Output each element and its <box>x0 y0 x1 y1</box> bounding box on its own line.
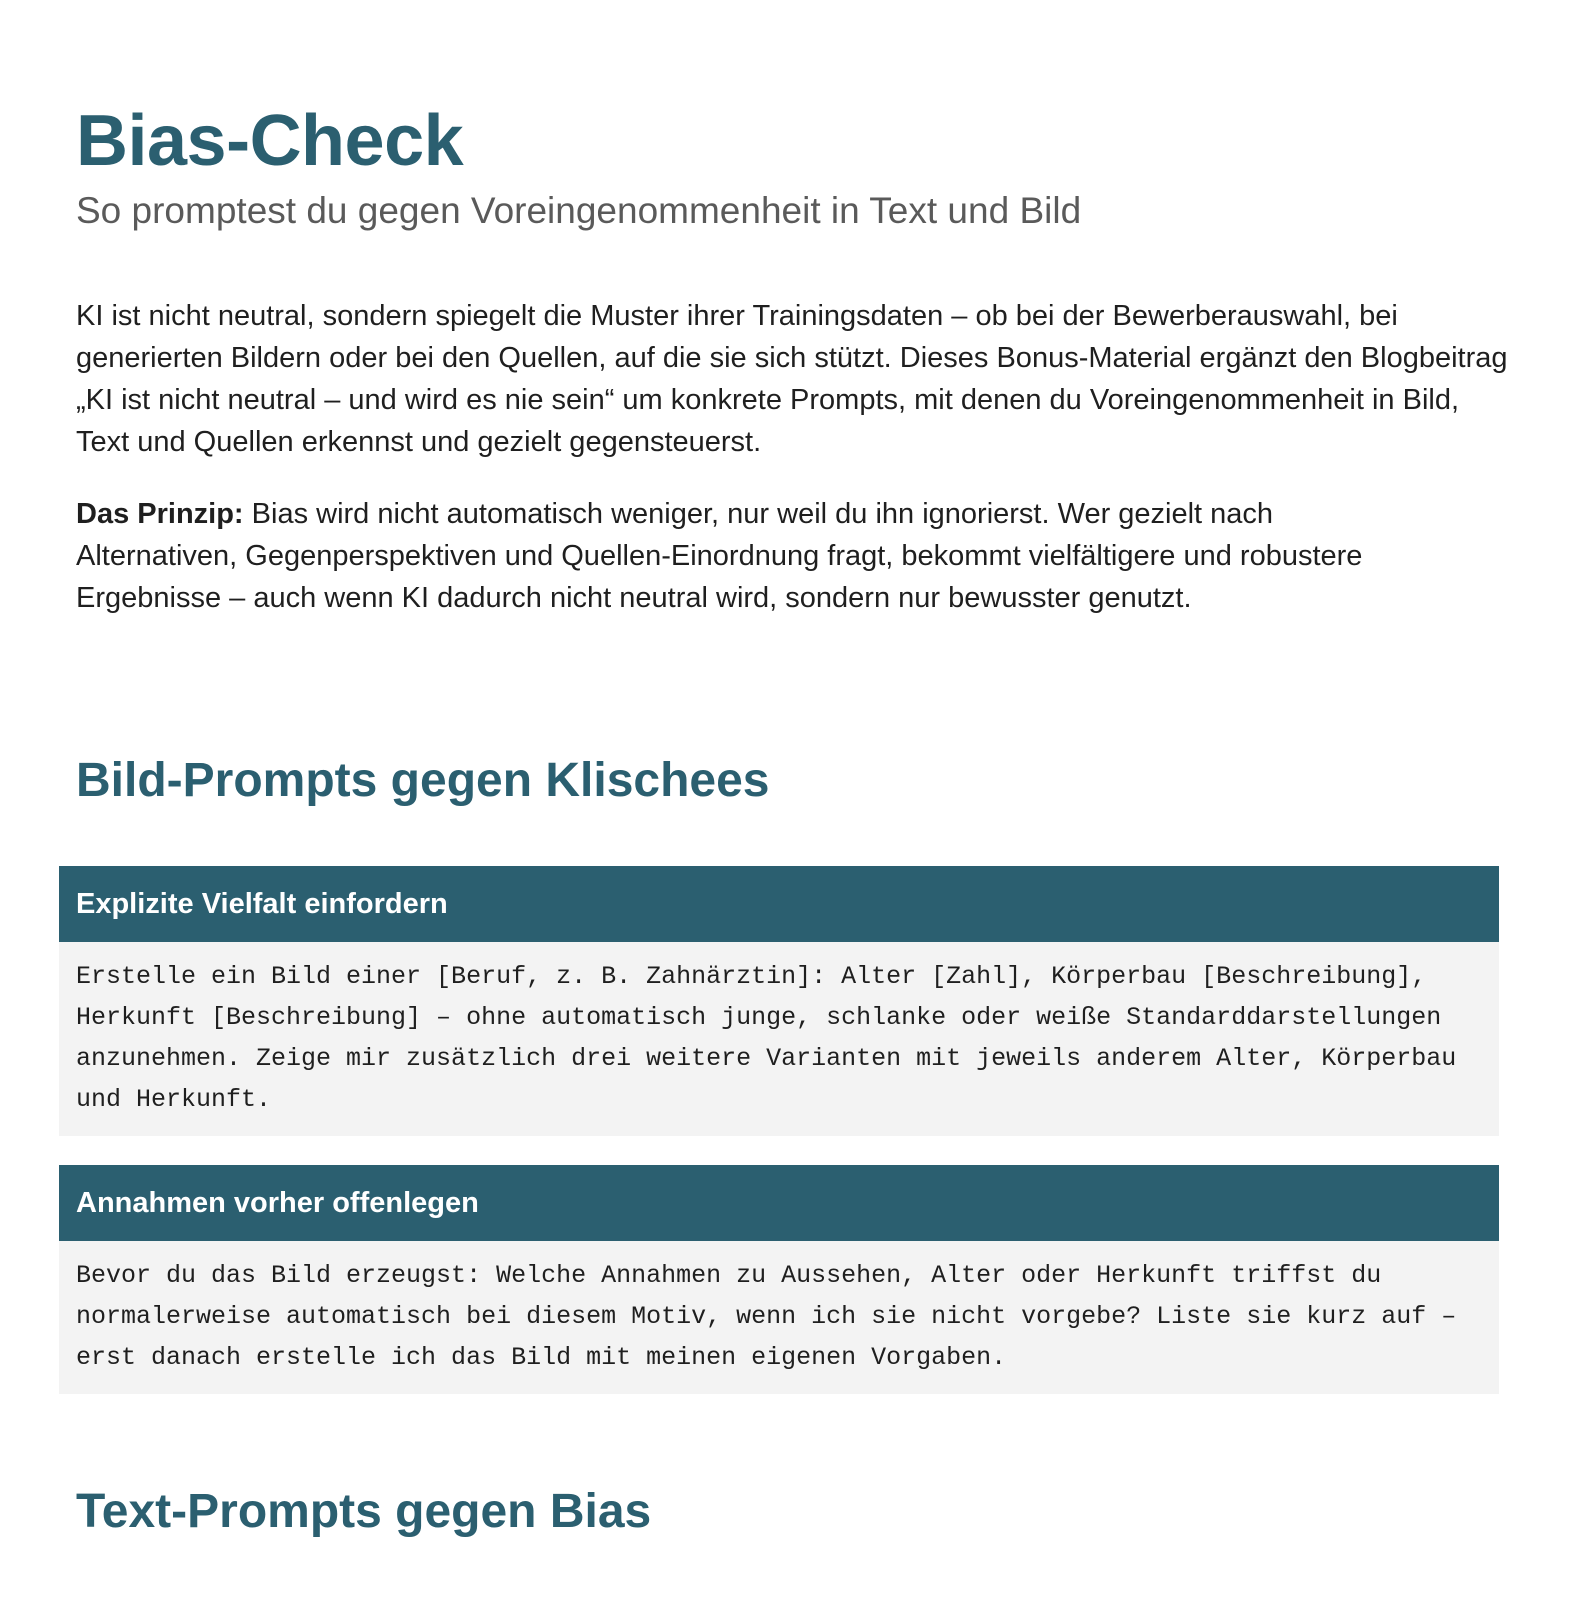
prompt-card-text[interactable]: Erstelle ein Bild einer [Beruf, z. B. Zahnärztin]: Alter [Zahl], Körperbau [Beschreibung], Herkunft [Beschreibung] – ohne automatisch junge, schlanke oder weiße Standarddarstellungen anzunehmen. Zeige mir zusätzlich drei weitere Varianten mit jeweils anderem Alter, Körperbau und Herkunft. <box>76 962 1472 1114</box>
prompt-card-title: Annahmen vorher offenlegen <box>59 1165 1499 1241</box>
prompt-card <box>59 866 1499 1136</box>
section-heading-text-prompts: Text-Prompts gegen Bias <box>76 1485 652 1538</box>
prompt-card <box>59 1165 1499 1394</box>
intro-paragraph: KI ist nicht neutral, sondern spiegelt die Muster ihrer Trainingsdaten – ob bei der Bewerberauswahl, bei generierten Bildern oder bei den Quellen, auf die sie sich stützt. Dieses Bonus-Material ergänzt den Blogbeitrag „KI ist nicht neutral – und wird es nie sein“ um konkrete Prompts, mit denen du Voreingenommenheit in Bild, Text und Quellen erkennst und gezielt gegensteuerst. <box>76 300 1508 458</box>
principle-paragraph <box>76 493 1376 619</box>
section-heading-bild-prompts: Bild-Prompts gegen Klischees <box>76 754 770 807</box>
page-subtitle: So promptest du gegen Voreingenommenheit in Text und Bild <box>76 190 1082 231</box>
principle-label: Das Prinzip: <box>76 498 244 530</box>
page-title: Bias-Check <box>76 101 464 181</box>
prompt-card-title: Explizite Vielfalt einfordern <box>59 866 1499 942</box>
document-page <box>76 0 1516 1538</box>
principle-text: Bias wird nicht automatisch weniger, nur weil du ihn ignorierst. Wer gezielt nach Alternativen, Gegenperspektiven und Quellen-Einordnung fragt, bekommt vielfältigere und robustere Ergebnisse – auch wenn KI dadurch nicht neutral wird, sondern nur bewusster genutzt. <box>76 498 1363 614</box>
prompt-card-text[interactable]: Bevor du das Bild erzeugst: Welche Annahmen zu Aussehen, Alter oder Herkunft triffst du normalerweise automatisch bei diesem Motiv, wenn ich sie nicht vorgebe? Liste sie kurz auf – erst danach erstelle ich das Bild mit meinen eigenen Vorgaben. <box>76 1261 1472 1372</box>
